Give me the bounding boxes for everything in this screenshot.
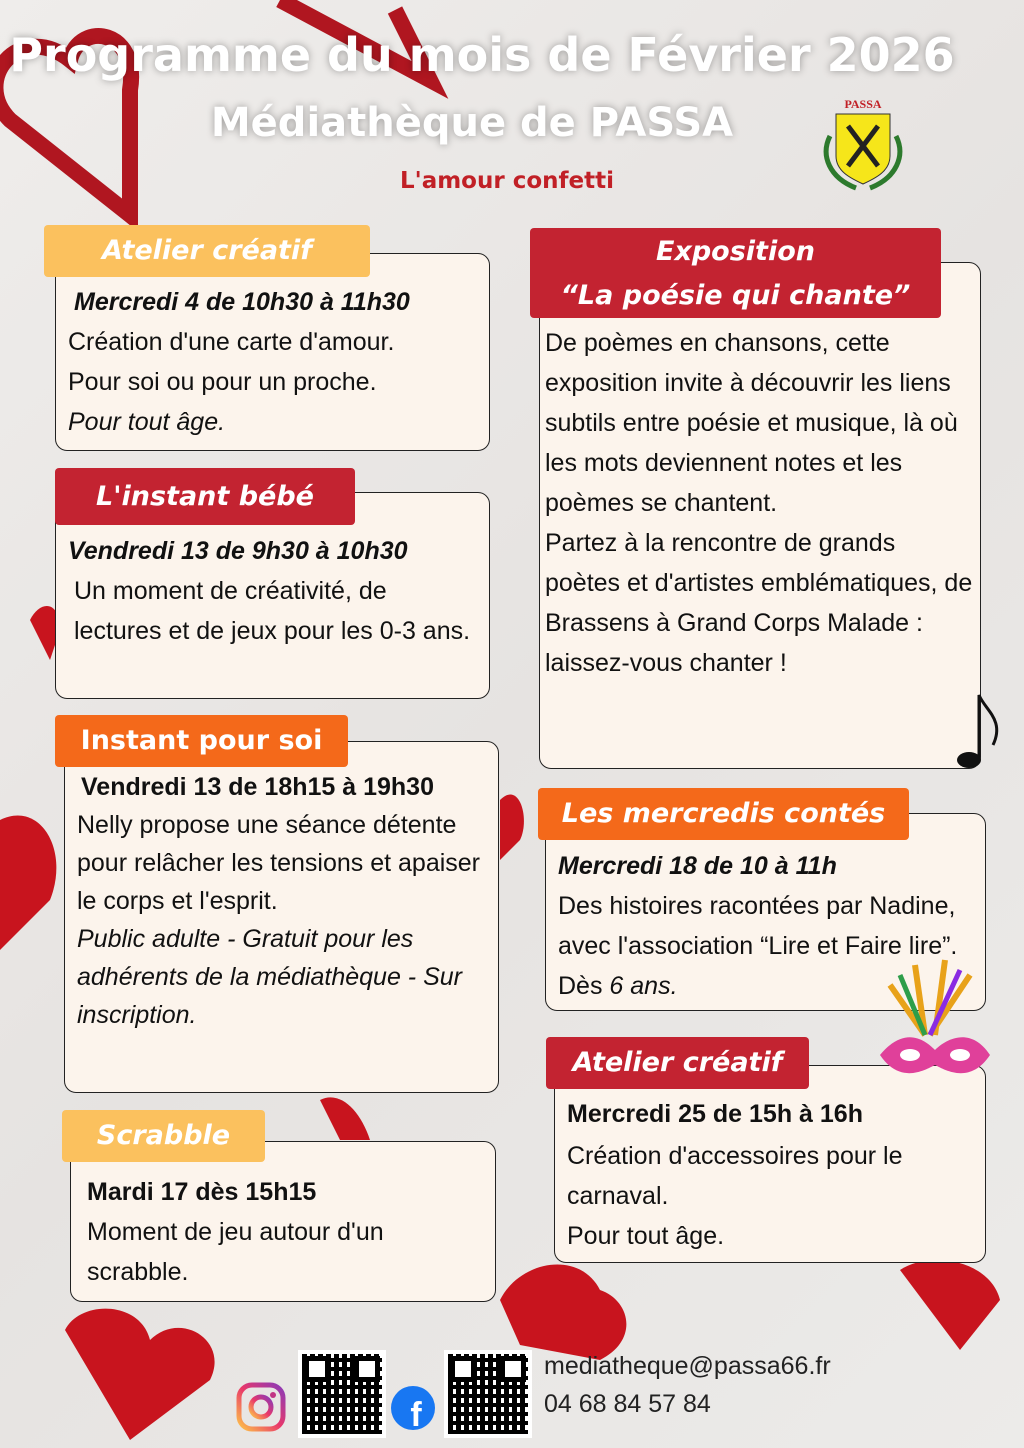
event-date: Mercredi 18 de 10 à 11h xyxy=(558,852,837,880)
exposition-title: “La poésie qui chante” xyxy=(560,280,911,311)
carnival-mask-icon xyxy=(875,955,995,1095)
instagram-icon[interactable] xyxy=(236,1382,286,1432)
event-label-mercredis-contes: Les mercredis contés xyxy=(538,788,909,840)
event-label-instant-bebe: L'instant bébé xyxy=(55,468,355,525)
event-date: Mercredi 25 de 15h à 16h xyxy=(567,1100,863,1128)
event-card-scrabble xyxy=(70,1141,496,1302)
event-note: Pour tout âge. xyxy=(68,408,226,436)
event-label-exposition xyxy=(530,228,941,318)
event-label-scrabble: Scrabble xyxy=(62,1110,265,1162)
event-label-atelier-creatif: Atelier créatif xyxy=(44,225,370,277)
event-description: Des histoires racontées par Nadine, avec l'association “Lire et Faire lire”. Dès xyxy=(558,892,958,1000)
contact-email[interactable]: mediatheque@passa66.fr xyxy=(544,1352,831,1380)
svg-text:PASSA: PASSA xyxy=(844,97,882,111)
exposition-label: Exposition xyxy=(656,236,815,267)
event-card-exposition xyxy=(539,262,981,769)
event-card-atelier-creatif-1 xyxy=(55,253,490,451)
event-label-atelier-creatif-2: Atelier créatif xyxy=(546,1037,809,1089)
event-description: Moment de jeu autour d'un scrabble. xyxy=(87,1218,384,1286)
event-label-instant-pour-soi: Instant pour soi xyxy=(55,715,348,767)
event-description: Nelly propose une séance détente pour relâcher les tensions et apaiser le corps et l'esprit. xyxy=(77,811,481,915)
event-description: Création d'une carte d'amour. xyxy=(68,328,395,356)
music-note-icon xyxy=(955,690,1005,775)
event-card-instant-pour-soi xyxy=(64,741,499,1093)
theme-label: L'amour confetti xyxy=(400,168,614,194)
event-date: Vendredi 13 de 9h30 à 10h30 xyxy=(68,537,408,565)
page-subtitle: Médiathèque de PASSA xyxy=(210,100,734,146)
event-description: Un moment de créativité, de lectures et de jeux pour les 0-3 ans. xyxy=(74,577,471,645)
event-note: Public adulte - Gratuit pour les adhérents de la médiathèque - Sur inscription. xyxy=(77,925,462,1029)
event-date: Mardi 17 dès 15h15 xyxy=(87,1178,317,1206)
facebook-icon[interactable] xyxy=(391,1386,435,1430)
event-description: Pour soi ou pour un proche. xyxy=(68,368,377,396)
event-note: Pour tout âge. xyxy=(567,1222,725,1250)
passa-coat-of-arms-logo xyxy=(816,96,910,192)
instagram-qr-code xyxy=(302,1354,382,1434)
event-note: 6 ans. xyxy=(609,972,678,1000)
event-description: Création d'accessoires pour le carnaval. xyxy=(567,1142,903,1210)
page-title: Programme du mois de Février 2026 xyxy=(9,28,955,82)
event-description: De poèmes en chansons, cette exposition invite à découvrir les liens subtils entre poésie et musique, là où les mots deviennent notes et les poèmes se chantent. xyxy=(545,329,958,517)
event-date: Mercredi 4 de 10h30 à 11h30 xyxy=(74,288,410,316)
contact-phone: 04 68 84 57 84 xyxy=(544,1390,711,1418)
event-date: Vendredi 13 de 18h15 à 19h30 xyxy=(81,773,434,801)
event-description: Partez à la rencontre de grands poètes et d'artistes emblématiques, de Brassens à Grand Corps Malade : laissez-vous chanter ! xyxy=(545,529,973,677)
facebook-qr-code xyxy=(448,1354,528,1434)
svg-text:f: f xyxy=(410,1396,422,1430)
